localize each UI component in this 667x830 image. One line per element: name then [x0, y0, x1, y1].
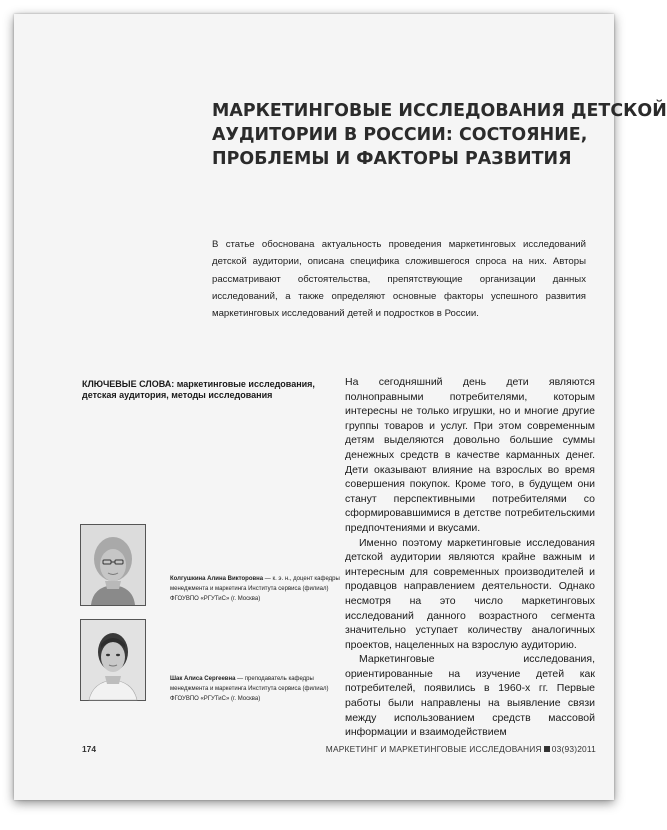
author-photo-kolgushkina — [80, 524, 146, 606]
keywords-label: КЛЮЧЕВЫЕ СЛОВА: — [82, 379, 175, 389]
title-line: АУДИТОРИИ В РОССИИ: СОСТОЯНИЕ, — [212, 125, 588, 145]
journal-issue: 03(93)2011 — [551, 744, 596, 754]
author-photo-shak — [80, 619, 146, 701]
author-info-shak — [170, 674, 340, 704]
journal-name: МАРКЕТИНГ И МАРКЕТИНГОВЫЕ ИССЛЕДОВАНИЯ — [325, 744, 542, 754]
title-line: ПРОБЛЕМЫ И ФАКТОРЫ РАЗВИТИЯ — [212, 149, 572, 169]
title-line: МАРКЕТИНГОВЫЕ ИССЛЕДОВАНИЯ ДЕТСКОЙ — [212, 101, 667, 121]
author-info-kolgushkina — [170, 574, 340, 604]
keywords-block — [82, 379, 332, 401]
journal-footer — [326, 744, 596, 754]
article-title — [212, 99, 667, 171]
keywords-text: маркетинговые исследования, детская аудитория, методы исследования — [82, 379, 315, 400]
body-paragraph: На сегодняшний день дети являются полноправными потребителями, которым интересны не только игрушки, но и многие другие группы товаров и услуг. При этом современным детям выделяются довольно большие суммы денежных средств в качестве карманных денег. Дети оказывают влияние на взрослых во время совершения покупок. Кроме того, в будущем они станут перспективными потребителями со сформировавшимися в детстве потребительскими предпочтениями и вкусами. — [345, 376, 595, 534]
portrait-image — [81, 525, 145, 605]
article-abstract: В статье обоснована актуальность проведения маркетинговых исследований детской аудитории, описана специфика сложившегося спроса на них. Авторы рассматривают обстоятельства, препятствующие организации данных исследований, а также определяют основные факторы успешного развития маркетинговых исследований детей и подростков в России. — [212, 239, 586, 320]
author-bio: — к. э. н., доцент кафедры менеджмента и маркетинга Института сервиса (филиал) ФГОУВПО «РГУТиС» (г. Москва) — [170, 576, 340, 602]
body-paragraph: Именно поэтому маркетинговые исследования детской аудитории являются крайне важным и интересным для современных производителей и продавцов направлением деятельности. Однако несмотря на это число маркетинговых исследований данного возрастного сегмента значительно уступает количеству аналогичных проектов, нацеленных на взрослую аудиторию. — [345, 536, 595, 651]
portrait-image — [81, 620, 145, 700]
author-name: Шак Алиса Сергеевна — [170, 676, 236, 682]
author-name: Колгушкина Алина Викторовна — [170, 576, 264, 582]
body-text-column — [345, 375, 595, 740]
journal-page — [14, 14, 667, 800]
square-separator-icon — [544, 746, 550, 752]
body-paragraph: Маркетинговые исследования, ориентированные на изучение детей как потребителей, появились в 1960-х гг. Первые работы были направлены на выявление связи между использованием средств массовой информации и взаимодействием — [345, 653, 595, 739]
author-bio: — преподаватель кафедры менеджмента и маркетинга Института сервиса (филиал) ФГОУВПО «РГУТиС» (г. Москва) — [170, 676, 329, 702]
page-number: 174 — [82, 744, 96, 754]
